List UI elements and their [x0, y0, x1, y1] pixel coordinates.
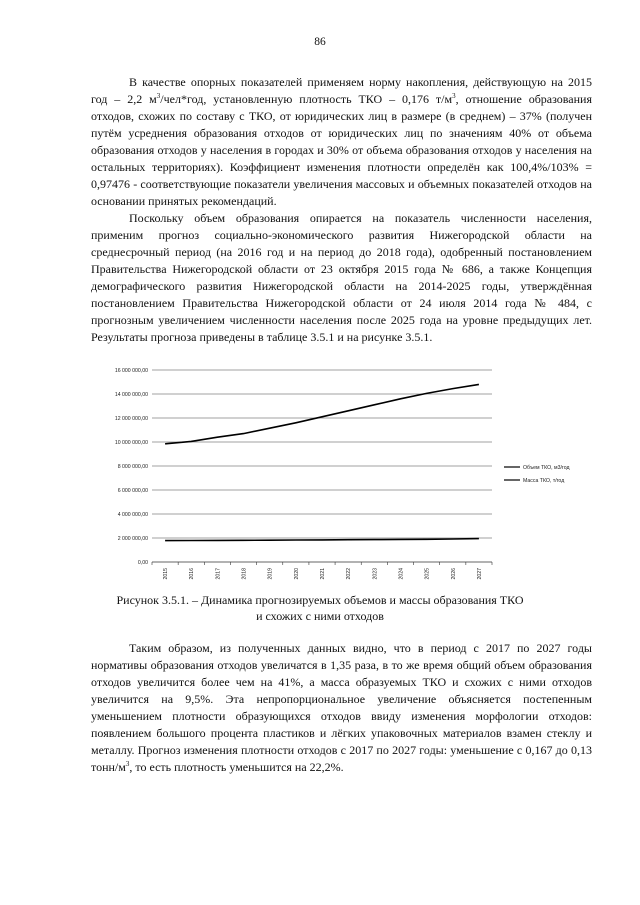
p1-part-b: /чел*год, установленную плотность ТКО – 0,176 т/м: [160, 92, 453, 106]
y-tick-label: 4 000 000,00: [117, 512, 148, 518]
figure-caption: [0, 592, 640, 624]
series-line-1: [165, 384, 479, 443]
paragraph-2: Поскольку объем образования опирается на показатель численности населения, применим прогноз социально-экономического развития Нижегородской области на среднесрочный период (на 2016 год и на период до 2018 года), одобренный постановлением Правительства Нижегородской области от 23 октября 2015 года № 686, а также Концепция демографического развития Нижегородской области на 2014-2025 годы, утверждённая постановлением Правительства Нижегородской области от 24 июля 2014 года № 484, с прогнозным увеличением численности населения после 2025 года на уровне предыдущих лет. Результаты прогноза приведены в таблице 3.5.1 и на рисунке 3.5.1.: [91, 211, 592, 344]
p3-sup: 3: [125, 760, 130, 768]
legend-label: Объем ТКО, м3/год: [523, 465, 570, 471]
y-tick-label: 14 000 000,00: [114, 392, 148, 398]
y-tick-label: 16 000 000,00: [114, 368, 148, 374]
x-tick-label: 2026: [450, 568, 457, 580]
line-chart-svg: [92, 362, 602, 587]
x-tick-label: 2017: [215, 568, 222, 580]
caption-line-2: и схожих с ними отходов: [256, 609, 384, 623]
x-tick-label: 2019: [267, 568, 274, 580]
body-text-bottom: [91, 640, 592, 776]
series-line-2: [165, 539, 479, 541]
y-tick-label: 6 000 000,00: [117, 488, 148, 494]
x-tick-label: 2027: [476, 568, 483, 580]
p1-sup-2: 3: [452, 92, 456, 100]
x-tick-label: 2021: [320, 568, 326, 580]
y-tick-label: 0,00: [137, 560, 148, 566]
y-tick-label: 8 000 000,00: [117, 464, 148, 470]
x-tick-label: 2023: [372, 568, 379, 580]
caption-line-1: Рисунок 3.5.1. – Динамика прогнозируемых объемов и массы образования ТКО: [116, 593, 524, 607]
y-tick-label: 12 000 000,00: [114, 416, 148, 422]
p1-part-a: В качестве опорных показателей применяем норму накопления, действующую на 2015 год – 2,2 м: [91, 75, 592, 106]
p3-end: , то есть плотность уменьшится на 22,2%.: [129, 760, 344, 774]
x-tick-label: 2022: [346, 568, 353, 580]
x-tick-label: 2025: [424, 568, 431, 580]
x-tick-label: 2015: [163, 568, 170, 580]
p1-part-c: , отношение образования отходов, схожих по составу с ТКО, от юридических лиц в размере (в среднем) – 37% (получен путём усреднения образования отходов от юридических лиц по значениям 40% от объема образования отходов у населения в городах и 30% от объема образования отходов у населения на остальных территориях). Коэффициент изменения плотности определён как 100,4%/103% = 0,97476 - соответствующие показатели увеличения массовых и объемных показателей отходов на основании принятых рекомендаций.: [91, 92, 593, 208]
p3-main: Таким образом, из полученных данных видно, что в период с 2017 по 2027 годы нормативы образования отходов увеличатся в 1,35 раза, в то же время общий объем образования отходов увеличится более чем на 41%, а масса образуемых ТКО и схожих с ними отходов увеличится на 9,5%. Эта непропорциональное увеличение объясняется постепенным уменьшением плотности образующихся отходов ввиду изменения морфологии отходов: появлением большого процента пластиков и лёгких упаковочных материалов взамен стеклу и металлу. Прогноз изменения плотности отходов с 2017 по 2027 годы: уменьшение с 0,167 до 0,13 тонн/м: [91, 641, 592, 774]
page-number: 86: [314, 36, 326, 48]
body-text-top: [91, 74, 592, 346]
x-tick-label: 2018: [241, 568, 248, 580]
legend-label: Масса ТКО, т/год: [523, 478, 565, 484]
paragraph-1: [91, 74, 592, 210]
paragraph-3: [91, 640, 592, 776]
x-tick-label: 2020: [293, 568, 300, 580]
x-tick-label: 2016: [189, 568, 196, 580]
chart: [92, 362, 602, 587]
y-tick-label: 2 000 000,00: [117, 536, 148, 542]
x-tick-label: 2024: [398, 568, 405, 580]
p1-sup-1: 3: [156, 92, 161, 100]
y-tick-label: 10 000 000,00: [114, 440, 148, 446]
